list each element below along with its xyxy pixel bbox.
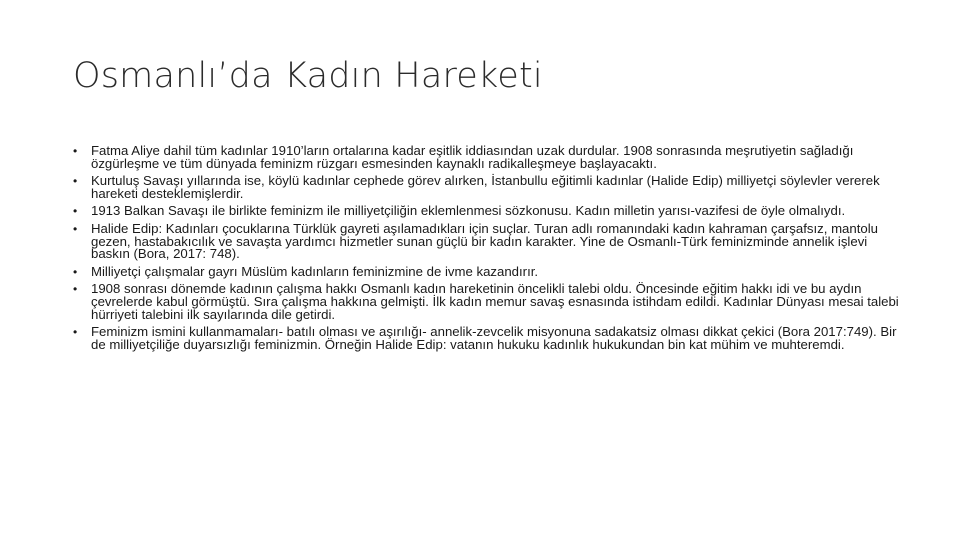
- bullet-text: Kurtuluş Savaşı yıllarında ise, köylü kadınlar cephede görev alırken, İstanbullu eğitimli kadınlar (Halide Edip) milliyetçi söylevler vererek hareketi desteklemişlerdir.: [91, 173, 880, 201]
- bullet-marker: •: [73, 204, 78, 219]
- bullet-item: [73, 263, 903, 279]
- bullet-item: [73, 145, 903, 170]
- bullet-text: Milliyetçi çalışmalar gayrı Müslüm kadınların feminizmine de ivme kazandırır.: [91, 263, 539, 279]
- bullet-item: [73, 205, 903, 218]
- bullet-marker: •: [73, 174, 78, 189]
- bullet-item: [73, 220, 903, 262]
- bullet-marker: •: [73, 282, 78, 297]
- bullet-item: [73, 175, 903, 200]
- bullet-marker: •: [73, 221, 78, 236]
- bullet-item: [73, 283, 903, 321]
- bullet-marker: •: [73, 264, 78, 279]
- slide-title: Osmanlı’da Kadın Hareketi: [73, 56, 543, 96]
- bullet-marker: •: [73, 325, 78, 340]
- bullet-list: [73, 145, 903, 356]
- bullet-text: 1913 Balkan Savaşı ile birlikte feminizm ile milliyetçiliğin eklemlenmesi sözkonusu. Kadın milletin yarısı-vazifesi de öyle olmalıydı.: [91, 203, 846, 219]
- bullet-item: [73, 326, 903, 351]
- bullet-marker: •: [73, 144, 78, 158]
- bullet-text: Halide Edip: Kadınları çocuklarına Türklük gayreti aşılamadıkları için suçlar. Turan adlı romanındaki kadın kahraman çarşafsız, mantolu gezen, hastabakıcılık ve savaşta yardımcı hizmetler sunan güçlü bir kadın karakter. Yine de Osmanlı-Türk feminizminde annelik işlevi baskın (Bora, 2017: 748).: [91, 220, 878, 262]
- bullet-text: Feminizm ismini kullanmamaları- batılı olması ve aşırılığı- annelik-zevcelik misyonuna sadakatsiz olması dikkat çekici (Bora 2017:749). Bir de milliyetçiliğe duyarsızlığı feminizmin. Örneğin Halide Edip: vatanın hukuku kadınlık hukukundan bin kat mühim ve muhteremdi.: [91, 324, 897, 352]
- bullet-text: Fatma Aliye dahil tüm kadınlar 1910’ların ortalarına kadar eşitlik iddiasından uzak durdular. 1908 sonrasında meşrutiyetin sağladığı özgürleşme ve tüm dünyada feminizm rüzgarı esmesinden kaynaklı radikalleşmeye başlayacaktı.: [91, 143, 854, 171]
- bullet-text: 1908 sonrası dönemde kadının çalışma hakkı Osmanlı kadın hareketinin öncelikli talebi oldu. Öncesinde eğitim hakkı idi ve bu aydın çevrelerde kabul görmüştü. Sıra çalışma hakkına gelmişti. İlk kadın memur savaş esnasında istihdam edildi. Kadınlar Dünyası mesai talebi hürriyeti talebini ilk sayılarında dile getirdi.: [91, 281, 899, 322]
